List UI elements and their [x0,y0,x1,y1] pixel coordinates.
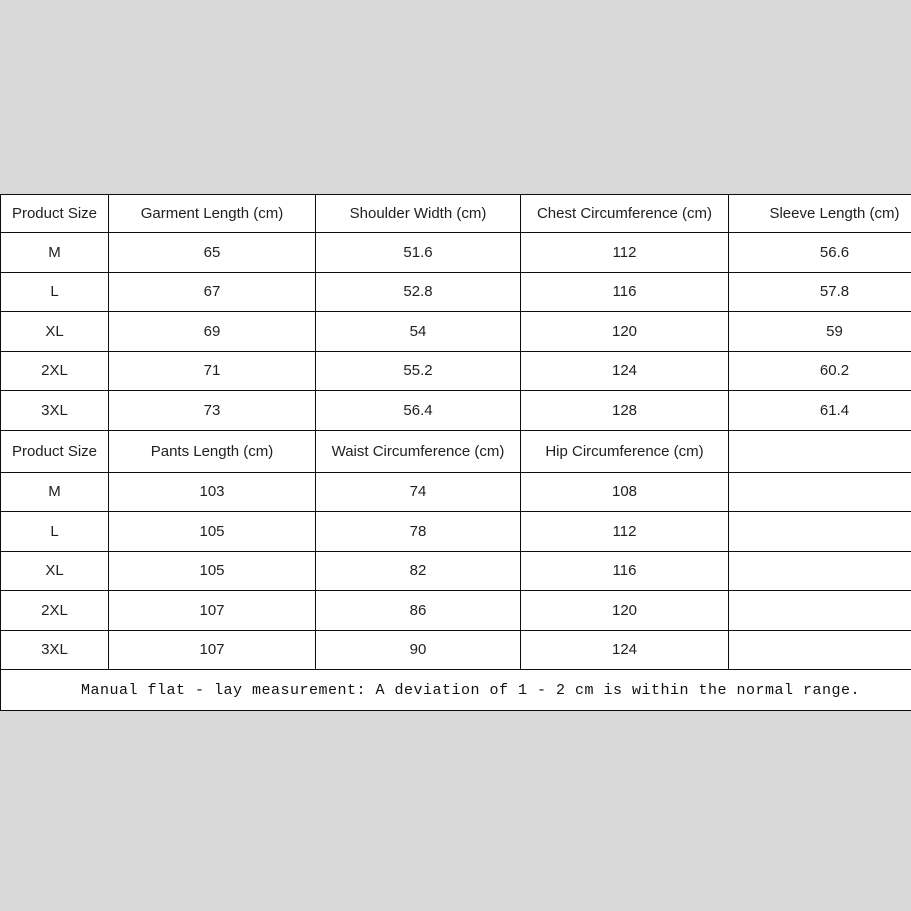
table-row [1,391,911,431]
measurement-cell: 71 [109,351,316,391]
size-label-cell: XL [1,312,109,352]
measurement-cell: 74 [316,472,521,512]
measurement-cell: 105 [109,512,316,552]
column-header-product-size: Product Size [1,195,109,233]
measurement-cell: 124 [521,630,729,670]
measurement-cell [729,512,911,552]
measurement-cell [729,630,911,670]
column-header-shoulder-width: Shoulder Width (cm) [316,195,521,233]
measurement-cell: 124 [521,351,729,391]
size-label-cell: M [1,233,109,273]
column-header-garment-length: Garment Length (cm) [109,195,316,233]
note-row [1,670,911,711]
measurement-cell: 60.2 [729,351,911,391]
measurement-cell [729,591,911,631]
measurement-cell: 67 [109,272,316,312]
measurement-cell [729,551,911,591]
measurement-cell: 116 [521,551,729,591]
table-row [1,351,911,391]
measurement-cell: 55.2 [316,351,521,391]
measurement-cell: 56.4 [316,391,521,431]
measurement-cell: 112 [521,233,729,273]
measurement-cell: 105 [109,551,316,591]
measurement-cell: 56.6 [729,233,911,273]
column-header-hip-circumference: Hip Circumference (cm) [521,430,729,472]
table-row [1,591,911,631]
measurement-cell: 128 [521,391,729,431]
size-label-cell: 2XL [1,351,109,391]
column-header-sleeve-length: Sleeve Length (cm) [729,195,911,233]
measurement-cell: 112 [521,512,729,552]
table-row [1,312,911,352]
measurement-cell: 78 [316,512,521,552]
size-label-cell: XL [1,551,109,591]
measurement-cell: 69 [109,312,316,352]
size-label-cell: L [1,512,109,552]
measurement-cell: 65 [109,233,316,273]
column-header-product-size: Product Size [1,430,109,472]
size-chart-table [0,194,911,711]
table-row [1,630,911,670]
column-header-chest-circumference: Chest Circumference (cm) [521,195,729,233]
measurement-cell [729,472,911,512]
table-row [1,233,911,273]
measurement-cell: 90 [316,630,521,670]
size-label-cell: 3XL [1,630,109,670]
measurement-cell: 54 [316,312,521,352]
table-row [1,272,911,312]
measurement-cell: 86 [316,591,521,631]
tops-header-row [1,195,911,233]
size-label-cell: 2XL [1,591,109,631]
column-header-pants-length: Pants Length (cm) [109,430,316,472]
measurement-cell: 51.6 [316,233,521,273]
measurement-cell: 73 [109,391,316,431]
measurement-cell: 61.4 [729,391,911,431]
table-row [1,472,911,512]
measurement-cell: 107 [109,591,316,631]
measurement-cell: 52.8 [316,272,521,312]
measurement-cell: 59 [729,312,911,352]
table-row [1,512,911,552]
bottoms-header-row [1,430,911,472]
column-header-waist-circumference: Waist Circumference (cm) [316,430,521,472]
measurement-cell: 82 [316,551,521,591]
measurement-cell: 120 [521,312,729,352]
size-label-cell: M [1,472,109,512]
measurement-cell: 57.8 [729,272,911,312]
measurement-cell: 120 [521,591,729,631]
size-label-cell: L [1,272,109,312]
column-header-empty [729,430,911,472]
measurement-cell: 107 [109,630,316,670]
measurement-cell: 116 [521,272,729,312]
size-label-cell: 3XL [1,391,109,431]
measurement-cell: 108 [521,472,729,512]
table-row [1,551,911,591]
measurement-cell: 103 [109,472,316,512]
measurement-note: Manual flat - lay measurement: A deviation of 1 - 2 cm is within the normal range. [1,670,911,711]
